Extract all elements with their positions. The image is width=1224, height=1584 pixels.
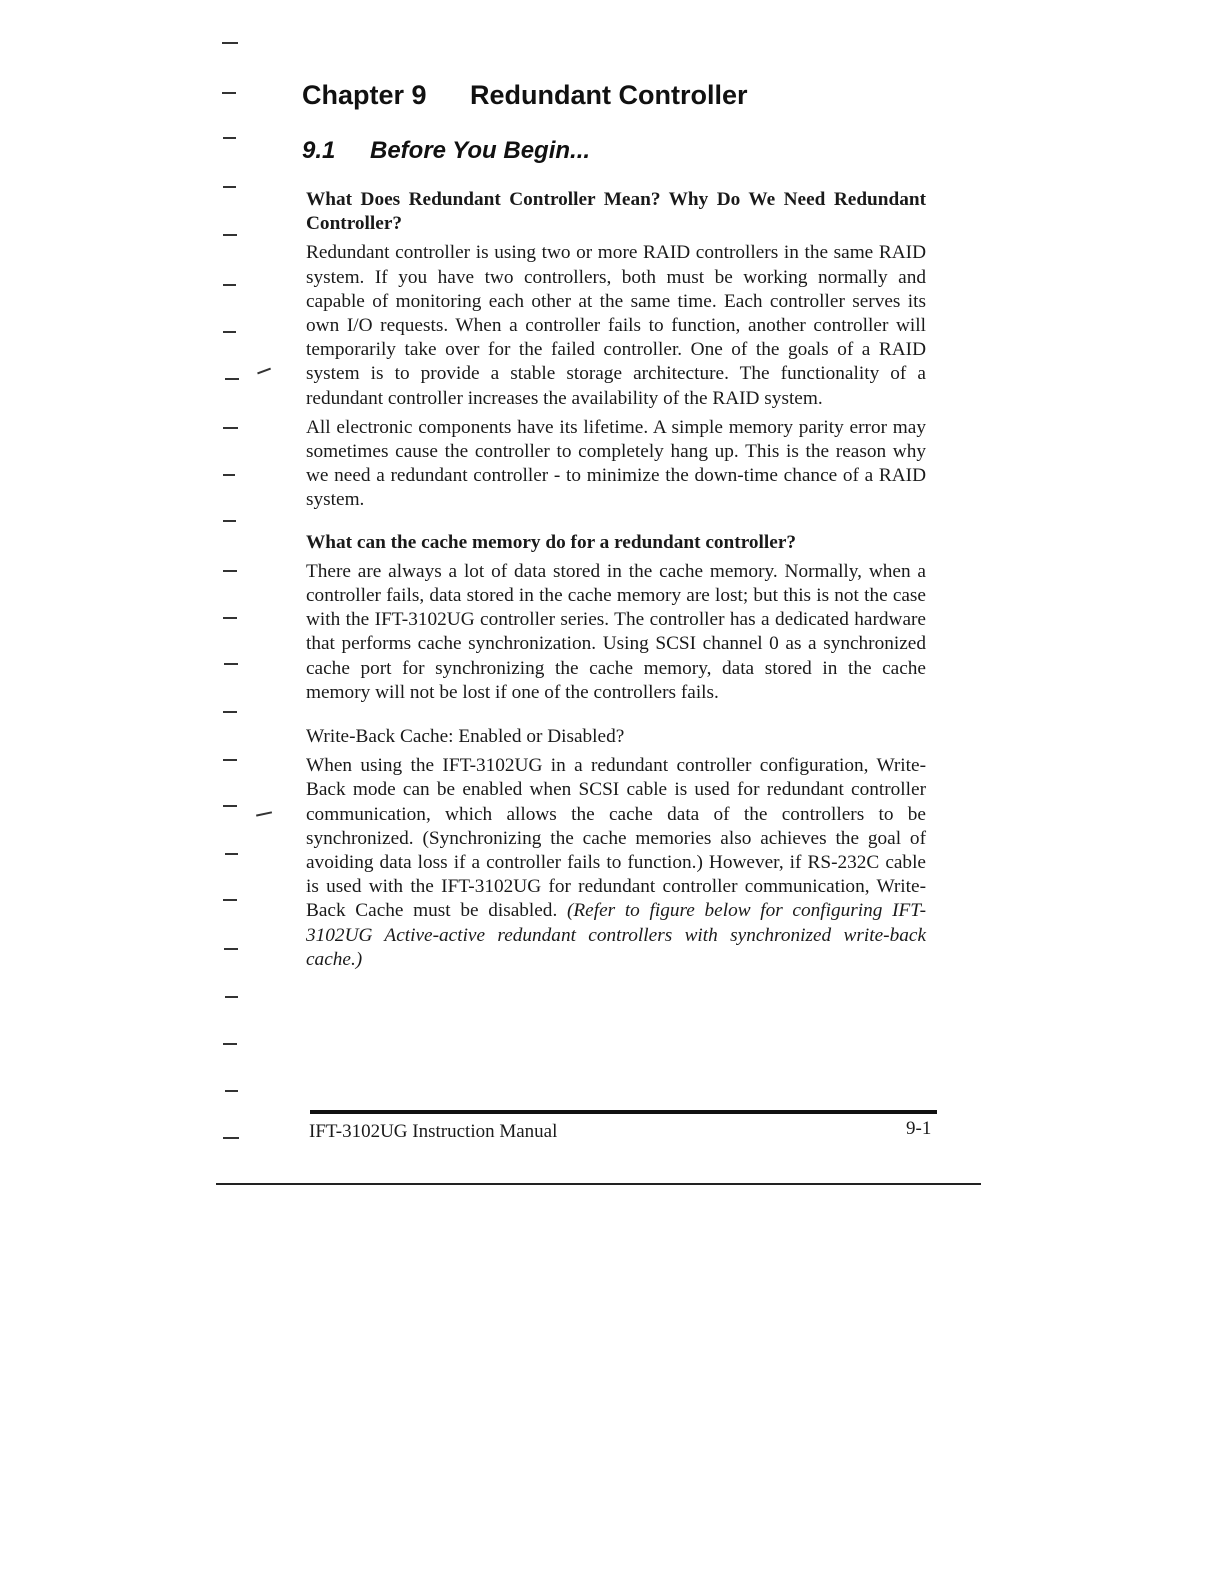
body-content [306, 188, 926, 977]
paragraph-1: Redundant controller is using two or more RAID controllers in the same RAID system. If you have two controllers, both must be working normally and capable of monitoring each other at the same time. Each controller serves its own I/O requests. When a controller fails to function, another controller will temporarily take over for the failed controller. One of the goals of a RAID system is to provide a stable storage architecture. The functionality of a redundant controller increases the availability of the RAID system. [306, 242, 926, 409]
paragraph-2: All electronic components have its lifetime. A simple memory parity error may sometimes cause the controller to completely hang up. This is the reason why we need a redundant controller - to minimize the down-time chance of a RAID system. [306, 416, 926, 511]
paragraph-3: There are always a lot of data stored in the cache memory. Normally, when a controller fails, data stored in the cache memory are lost; but this is not the case with the IFT-3102UG controller series. The controller has a dedicated hardware that performs cache synchronization. Using SCSI channel 0 as a synchronized cache port for synchronizing the cache memory, data stored in the cache memory will not be lost if one of the controllers fails. [306, 560, 926, 703]
section-name: Before You Begin... [370, 137, 591, 164]
chapter-title [302, 80, 748, 111]
question-heading-2: What can the cache memory do for a redundant controller? [306, 531, 797, 553]
page-bottom-rule [216, 1183, 981, 1185]
paragraph-4 [306, 754, 926, 972]
paragraph-4-text: When using the IFT-3102UG in a redundant controller configuration, Write-Back mode can be enabled when SCSI cable is used for redundant controller communication, which allows the cache data of the controllers to be synchronized. (Synchronizing the cache memories also achieves the goal of avoiding data loss if a controller fails to function.) However, if RS-232C cable is used with the IFT-3102UG for redundant controller communication, Write-Back Cache must be disabled. [306, 755, 926, 922]
section-title [302, 137, 590, 165]
chapter-number: Chapter 9 [302, 80, 427, 110]
section-number: 9.1 [302, 137, 336, 164]
footer-page-number: 9-1 [906, 1118, 932, 1139]
figure-reference-note: (Refer to figure below for configuring IFT-3102UG Active-active redundant controllers with synchronized write-back cache.) [306, 900, 926, 970]
question-heading-3: Write-Back Cache: Enabled or Disabled? [306, 726, 625, 748]
footer-manual-title: IFT-3102UG Instruction Manual [309, 1121, 558, 1142]
footer-rule [310, 1110, 937, 1114]
chapter-name: Redundant Controller [470, 80, 748, 110]
question-heading-1: What Does Redundant Controller Mean? Why Do We Need Redundant Controller? [306, 189, 926, 235]
